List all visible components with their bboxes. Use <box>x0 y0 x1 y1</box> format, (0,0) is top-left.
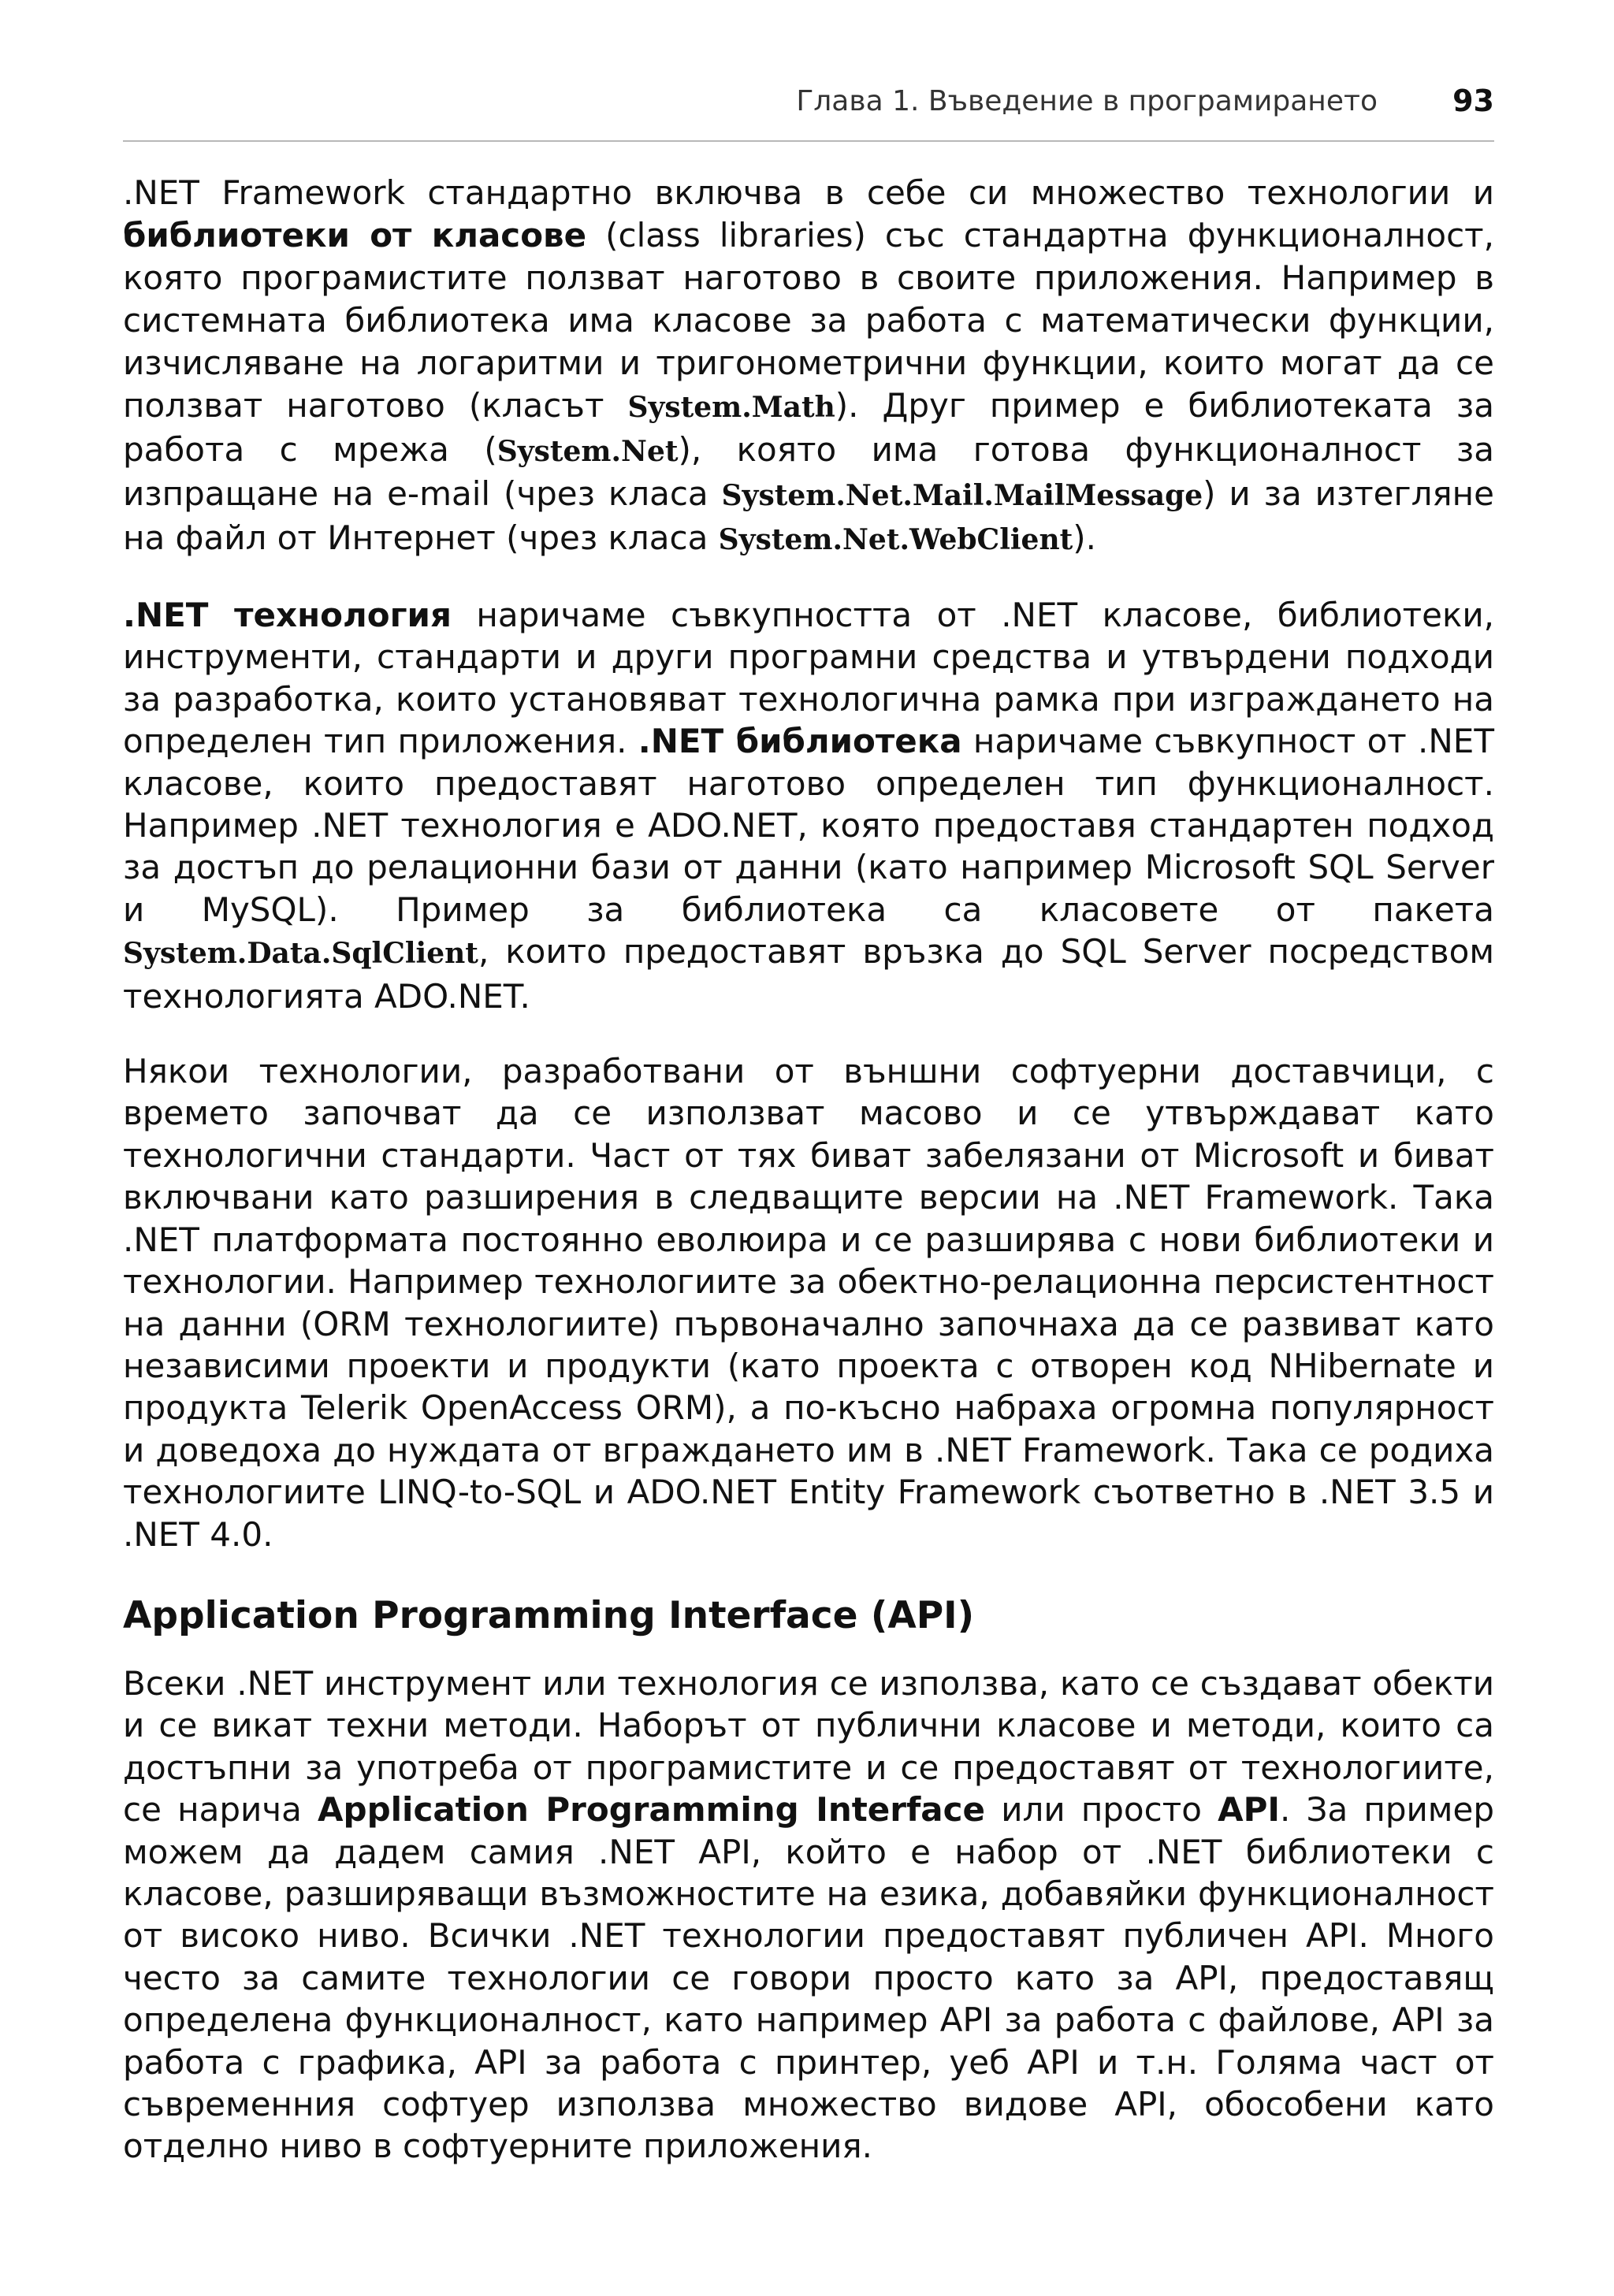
text-run: (class libraries) със стандартна функционалност, която програмистите ползват наготово в своите приложения. Например в системната библиотека има класове за работа с математически функции, изчисляване на логаритми и тригонометрични функции, които могат да се ползват наготово (класът <box>123 216 1494 425</box>
page-body <box>123 172 1494 2201</box>
code-sqlclient: System.Data.SqlClient <box>123 937 478 971</box>
text-run: Всеки .NET инструмент или технология се използва, като се създават обекти и се викат техни методи. Наборът от публични класове и методи, които са достъпни за употреба от програмистите и се предоставят от технологиите, се нарича <box>123 1663 1494 1830</box>
text-run: наричаме съвкупността от .NET класове, библиотеки, инструменти, стандарти и други програмни средства и утвърдени подходи за разработка, които установяват технологична рамка при изграждането на определен тип приложения. <box>123 596 1494 761</box>
text-run: ) и за изтегляне на файл от Интернет (чрез класа <box>123 474 1494 557</box>
paragraph-net-framework-libraries <box>123 172 1494 561</box>
page-header <box>123 85 1494 142</box>
text-run: или просто <box>985 1790 1218 1830</box>
text-run: ). Друг пример е библиотеката за работа с мрежа ( <box>123 386 1494 469</box>
paragraph-net-technology <box>123 594 1494 1017</box>
text-run: , които предоставят връзка до SQL Server посредством технологията ADO.NET. <box>123 932 1494 1016</box>
code-web-client: System.Net.WebClient <box>718 523 1073 556</box>
text-run: ), която има готова функционалност за изпращане на e-mail (чрез класа <box>123 430 1494 513</box>
code-mail-message: System.Net.Mail.MailMessage <box>721 479 1203 512</box>
bold-term-class-libraries: библиотеки от класове <box>123 216 587 254</box>
text-run: ). <box>1073 518 1097 557</box>
code-system-math: System.Math <box>627 391 835 424</box>
paragraph-third-party-technologies: Някои технологии, разработвани от външни софтуерни доставчици, с времето започват да се използват масово и се утвърждават като технологични стандарти. Част от тях биват забелязани от Microsoft и биват включвани като разширения в следващите версии на .NET Framework. Така .NET платформата постоянно еволюира и се разширява с нови библиотеки и технологии. Например технологиите за обектно-релационна персистентност на данни (ORM технологиите) първоначално започнаха да се развиват като независими проекти и продукти (като проекта с отворен код NHibernate и продукта Telerik OpenAccess ORM), а по-късно набраха огромна популярност и доведоха до нуждата от вграждането им в .NET Framework. Така се родиха технологиите LINQ-to-SQL и ADO.NET Entity Framework съответно в .NET 3.5 и .NET 4.0. <box>123 1052 1494 1554</box>
bold-term-net-technology: .NET технология <box>123 596 452 634</box>
bold-term-api-full: Application Programming Interface <box>318 1790 985 1830</box>
chapter-title: Глава 1. Въведение в програмирането <box>796 85 1378 117</box>
page-number: 93 <box>1452 84 1494 118</box>
text-run: . За пример можем да дадем самия .NET API, който е набор от .NET библиотеки с класове, разширяващи възможностите на езика, добавяйки функционалност от високо ниво. Всички .NET технологии предоставят публичен API. Много често за самите технологии се говори просто като за API, предоставящ определена функционалност, като например API за работа с файлове, API за работа с графика, API за работа с принтер, уеб API и т.н. Голяма част от съвременния софтуер използва множество видове API, обособени като отделно ниво в софтуерните приложения. <box>123 1790 1494 2166</box>
code-system-net: System.Net <box>496 435 679 468</box>
paragraph-api <box>123 1663 1494 2168</box>
text-run: наричаме съвкупност от .NET класове, които предоставят наготово определен тип функционалност. Например .NET технология е ADO.NET, която предоставя стандартен подход за достъп до релационни бази от данни (като например Microsoft SQL Server и MySQL). Пример за библиотека са класовете от пакета <box>123 722 1494 929</box>
bold-term-api: API <box>1218 1790 1280 1830</box>
bold-term-net-library: .NET библиотека <box>638 722 962 761</box>
section-heading-api: Application Programming Interface (API) <box>123 1593 975 1637</box>
text-run: .NET Framework стандартно включва в себе си множество технологии и <box>123 173 1494 212</box>
